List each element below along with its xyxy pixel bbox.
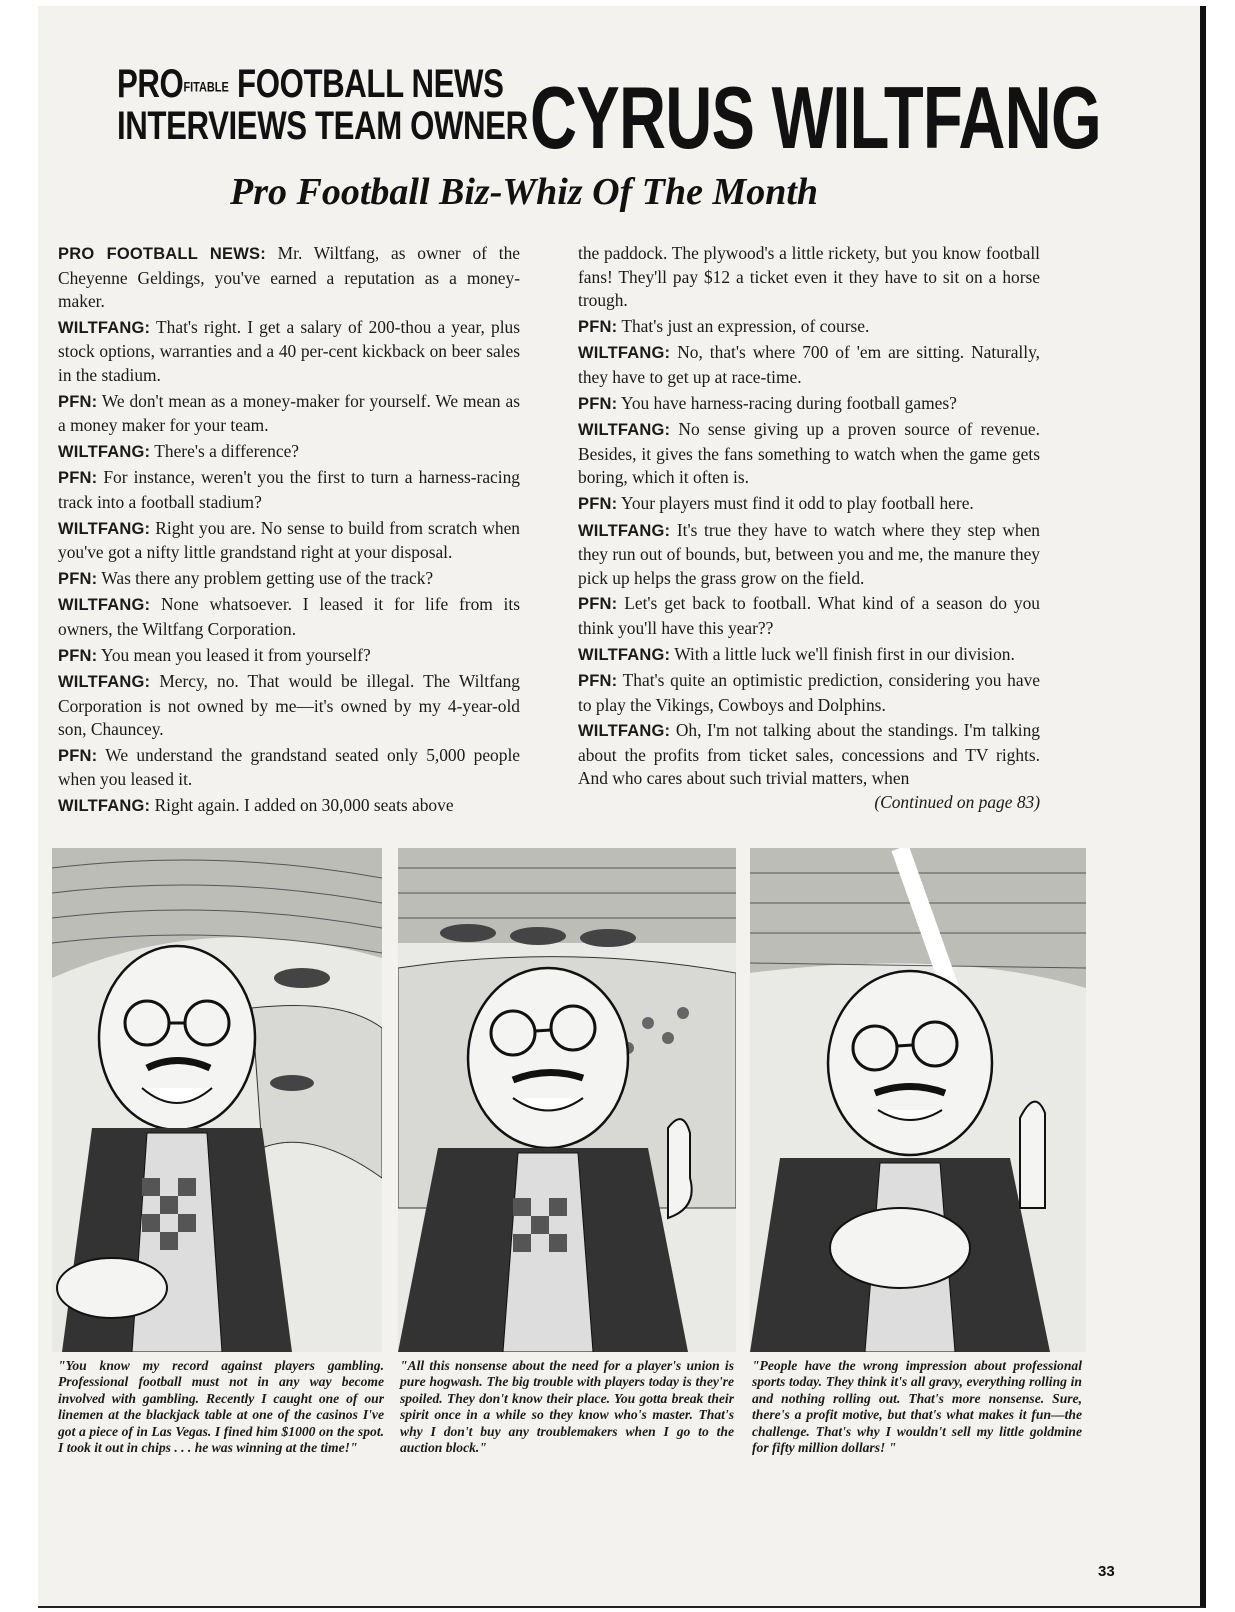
interview-paragraph xyxy=(578,392,1040,417)
interview-paragraph xyxy=(58,242,520,314)
interview-text: You have harness-racing during football games? xyxy=(617,392,957,413)
speaker-label: PRO FOOTBALL NEWS: xyxy=(58,245,266,263)
interview-paragraph xyxy=(58,466,520,514)
speaker-label: WILTFANG: xyxy=(58,673,151,692)
interview-column-right xyxy=(578,242,1040,815)
interview-paragraph xyxy=(578,341,1040,389)
interview-paragraph xyxy=(58,390,520,438)
speaker-label: PFN: xyxy=(578,394,618,413)
speaker-label: WILTFANG: xyxy=(578,722,671,741)
interview-text: None whatsoever. I leased it for life from its owners, the Wiltfang Corporation. xyxy=(58,594,520,639)
interview-paragraph xyxy=(578,242,1040,313)
header-line-2: INTERVIEWS TEAM OWNER xyxy=(117,104,528,149)
illustration-panel-2 xyxy=(398,848,736,1352)
caption-2: "All this nonsense about the need for a player's union is pure hogwash. The big trouble with players today is they're spoiled. They don't know their place. You gotta break their spirit once in a while so they know who's master. That's why I don't buy any troublemakers when I go to the auction block." xyxy=(400,1358,734,1456)
speaker-label: PFN: xyxy=(578,595,618,614)
continued-note: (Continued on page 83) xyxy=(874,792,1040,813)
interview-paragraph xyxy=(578,669,1040,717)
interview-paragraph xyxy=(578,719,1040,791)
interview-paragraph xyxy=(58,517,520,565)
interview-paragraph xyxy=(58,794,520,819)
header-line-1 xyxy=(117,62,504,106)
interview-text: It's true they have to watch where they step when they run out of bounds, but, between you and me, the manure they pick up helps the grass grow on the field. xyxy=(578,519,1040,588)
interview-text: No sense giving up a proven source of revenue. Besides, it gives the fans something to watch when the game gets boring, which it often is. xyxy=(578,419,1040,488)
speaker-label: PFN: xyxy=(578,672,618,691)
interview-paragraph xyxy=(58,593,520,641)
interview-text: the paddock. The plywood's a little rickety, but you know football fans! They'll pay $12 a ticket even it they have to sit on a horse trough. xyxy=(578,243,1040,311)
interview-text: Let's get back to football. What kind of a season do you think you'll have this year?? xyxy=(578,593,1040,638)
interview-column-left xyxy=(58,242,520,821)
speaker-label: WILTFANG: xyxy=(578,645,671,664)
interview-text: Oh, I'm not talking about the standings. I'm talking about the profits from ticket sales, concessions and TV rights. And who cares about such trivial matters, when xyxy=(578,720,1040,789)
interview-text: That's right. I get a salary of 200-thou a year, plus stock options, warranties and a 40 per-cent kickback on beer sales in the stadium. xyxy=(58,316,520,385)
interview-paragraph xyxy=(58,440,520,465)
interview-text: There's a difference? xyxy=(150,440,300,461)
interview-paragraph xyxy=(58,567,520,592)
caption-3: "People have the wrong impression about professional sports today. They think it's all gravy, everything rolling in and nothing rolling out. That's more nonsense. Sure, there's a profit motive, but that's what makes it fun—the challenge. That's why I wouldn't sell my little goldmine for fifty million dollars! " xyxy=(752,1358,1082,1456)
speaker-label: WILTFANG: xyxy=(578,421,671,440)
interview-text: With a little luck we'll finish first in our division. xyxy=(670,643,1015,664)
speaker-label: PFN: xyxy=(58,392,98,411)
interview-text: Right again. I added on 30,000 seats above xyxy=(150,795,454,816)
interview-paragraph xyxy=(58,744,520,792)
interview-text: Was there any problem getting use of the track? xyxy=(97,567,434,588)
speaker-label: WILTFANG: xyxy=(58,797,151,816)
interview-paragraph xyxy=(578,643,1040,668)
caricature-illustration-1 xyxy=(52,848,382,1352)
caricature-illustration-3 xyxy=(750,848,1086,1352)
interview-paragraph xyxy=(578,418,1040,490)
header-name: CYRUS WILTFANG xyxy=(530,68,1101,167)
speaker-label: WILTFANG: xyxy=(578,521,671,540)
interview-paragraph xyxy=(578,492,1040,517)
speaker-label: PFN: xyxy=(578,317,618,336)
interview-paragraph xyxy=(578,315,1040,340)
speaker-label: WILTFANG: xyxy=(58,596,151,615)
speaker-label: PFN: xyxy=(58,646,98,665)
speaker-label: WILTFANG: xyxy=(58,519,151,538)
illustration-panel-1 xyxy=(52,848,382,1352)
interview-paragraph xyxy=(58,644,520,669)
header-football-news: FOOTBALL NEWS xyxy=(228,62,504,106)
speaker-label: PFN: xyxy=(58,746,98,765)
interview-text: That's quite an optimistic prediction, considering you have to play the Vikings, Cowboys and Dolphins. xyxy=(578,670,1040,715)
interview-text: No, that's where 700 of 'em are sitting. Naturally, they have to get up at race-time. xyxy=(578,342,1040,387)
header-left xyxy=(117,62,547,149)
interview-text: Your players must find it odd to play football here. xyxy=(617,492,974,513)
speaker-label: PFN: xyxy=(58,469,98,488)
interview-text: You mean you leased it from yourself? xyxy=(97,644,371,665)
speaker-label: PFN: xyxy=(578,494,618,513)
interview-text: Mercy, no. That would be illegal. The Wiltfang Corporation is not owned by me—it's owned by my 4-year-old son, Chauncey. xyxy=(58,671,520,740)
speaker-label: WILTFANG: xyxy=(58,442,151,461)
illustration-panel-3 xyxy=(750,848,1086,1352)
page-number: 33 xyxy=(1098,1563,1115,1580)
header-fitable: FITABLE xyxy=(183,78,229,95)
interview-paragraph xyxy=(58,670,520,742)
speaker-label: WILTFANG: xyxy=(58,318,151,337)
interview-text: For instance, weren't you the first to turn a harness-racing track into a football stadium? xyxy=(58,467,520,512)
interview-paragraph xyxy=(578,519,1040,591)
subtitle: Pro Football Biz-Whiz Of The Month xyxy=(230,171,819,213)
header-pro: PRO xyxy=(117,62,184,106)
interview-text: We don't mean as a money-maker for yourself. We mean as a money maker for your team. xyxy=(58,390,520,436)
interview-text: That's just an expression, of course. xyxy=(617,315,870,336)
speaker-label: WILTFANG: xyxy=(578,344,671,363)
caption-1: "You know my record against players gambling. Professional football must not in any way become involved with gambling. Recently I caught one of our linemen at the blackjack table at one of the casinos I've got a piece of in Las Vegas. I fined him $1000 on the spot. I took it out in chips . . . he was winning at the time!" xyxy=(58,1358,384,1456)
caricature-illustration-2 xyxy=(398,848,736,1352)
interview-text: We understand the grandstand seated only 5,000 people when you leased it. xyxy=(58,744,520,790)
interview-paragraph xyxy=(58,316,520,388)
interview-text: Mr. Wiltfang, as owner of the Cheyenne Geldings, you've earned a reputation as a money-maker. xyxy=(58,243,520,312)
interview-text: Right you are. No sense to build from scratch when you've got a nifty little grandstand right at your disposal. xyxy=(58,517,520,563)
speaker-label: PFN: xyxy=(58,569,98,588)
interview-paragraph xyxy=(578,592,1040,640)
